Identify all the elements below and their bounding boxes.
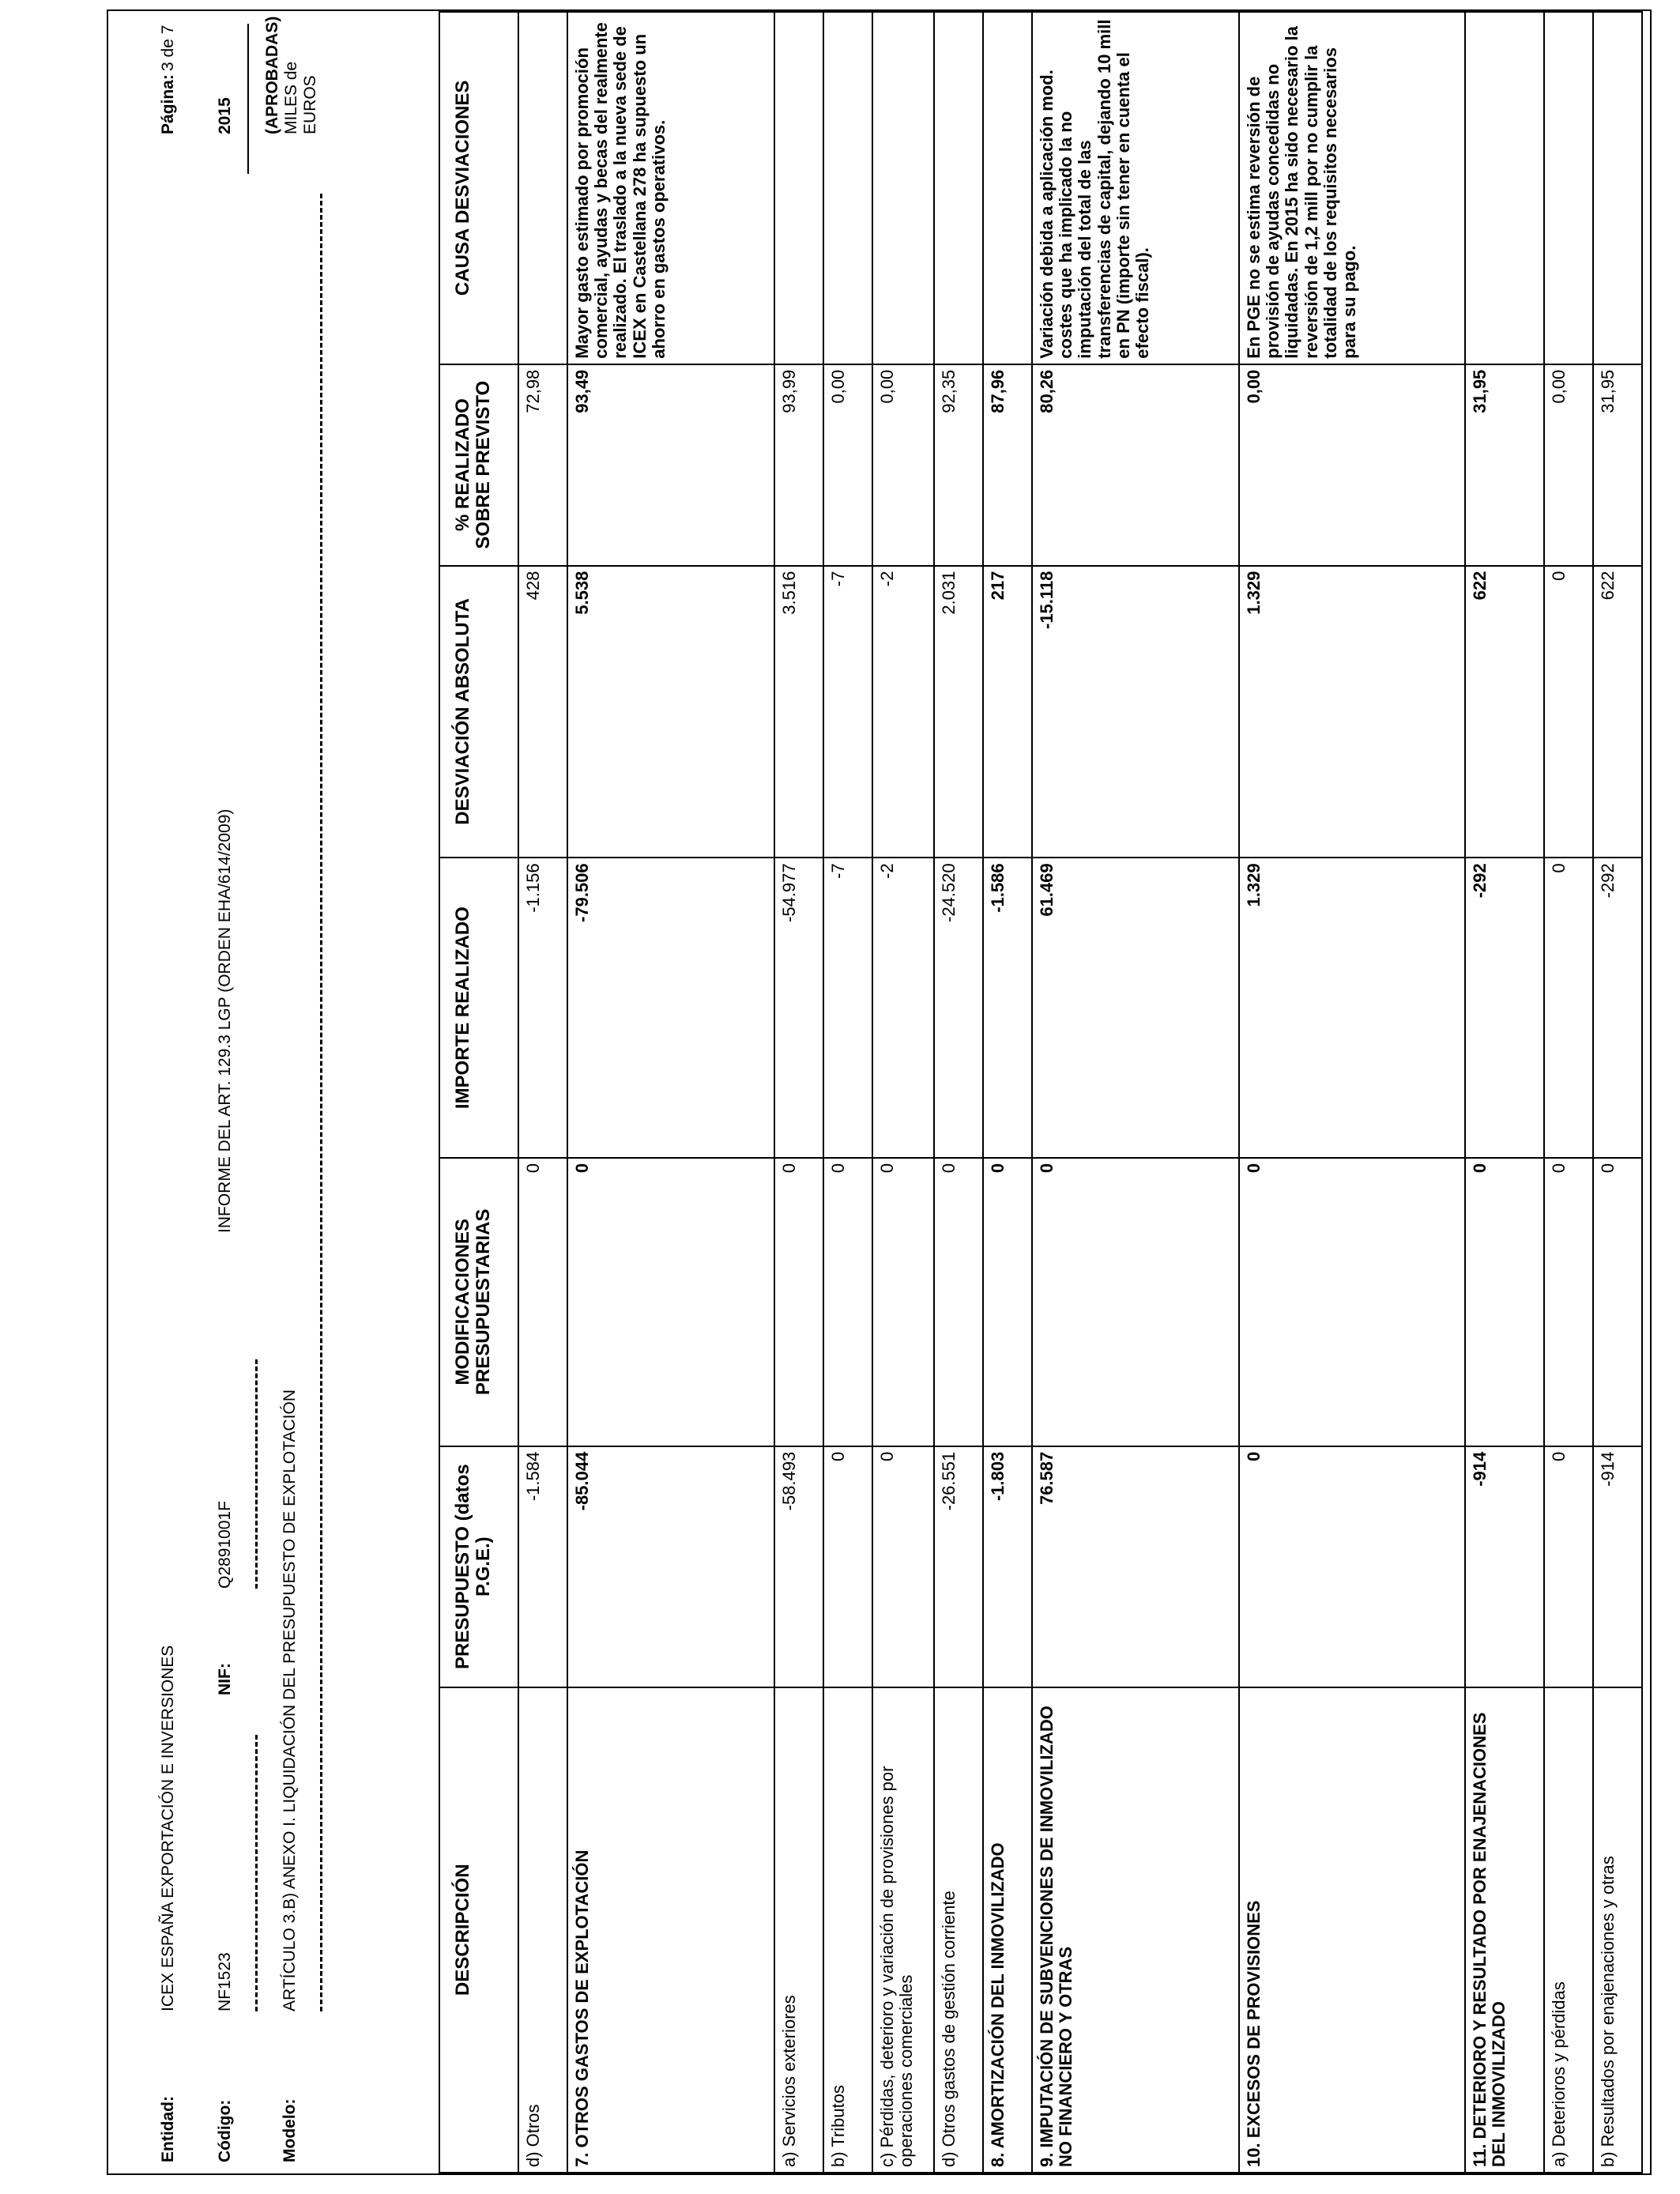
cell-descripcion: d) Otros gastos de gestión corriente	[934, 1687, 983, 2173]
cell-pct: 87,96	[983, 364, 1032, 566]
cell-importe: -292	[1593, 858, 1642, 1158]
cell-importe: -7	[823, 858, 872, 1158]
modelo-value: ARTÍCULO 3.B) ANEXO I. LIQUIDACIÓN DEL PRESUPUESTO DE EXPLOTACIÓN	[281, 1389, 299, 2011]
table-row	[1239, 12, 1465, 2173]
cell-modificaciones: 0	[1032, 1158, 1239, 1446]
cell-modificaciones: 0	[518, 1158, 567, 1446]
col-header-descripcion: DESCRIPCIÓN	[439, 1687, 518, 2173]
cell-modificaciones: 0	[774, 1158, 823, 1446]
cell-importe: -2	[872, 858, 934, 1158]
units: MILES de EUROS	[282, 61, 319, 134]
entidad-label: Entidad:	[159, 2096, 177, 2162]
pagina-value: 3 de 7	[159, 25, 177, 71]
cell-causa	[1465, 12, 1544, 364]
col-header-pct: % REALIZADO SOBRE PREVISTO	[439, 364, 518, 566]
cell-causa	[823, 12, 872, 364]
cell-modificaciones: 0	[1239, 1158, 1465, 1446]
cell-importe: -1.156	[518, 858, 567, 1158]
entidad-value: ICEX ESPAÑA EXPORTACIÓN E INVERSIONES	[159, 1645, 177, 2011]
cell-desviacion: 2.031	[934, 566, 983, 858]
cell-pct: 92,35	[934, 364, 983, 566]
cell-causa	[934, 12, 983, 364]
cell-modificaciones: 0	[1544, 1158, 1593, 1446]
cell-pct: 31,95	[1593, 364, 1642, 566]
nif-underline	[255, 1359, 258, 1589]
cell-presupuesto: -26.551	[934, 1446, 983, 1687]
cell-descripcion: 8. AMORTIZACIÓN DEL INMOVILIZADO	[983, 1687, 1032, 2173]
codigo-label: Código:	[216, 2099, 234, 2162]
cell-desviacion: 1.329	[1239, 566, 1465, 858]
nif-label: NIF:	[216, 1663, 234, 1695]
nif-value: Q2891001F	[216, 1501, 234, 1589]
cell-desviacion: 428	[518, 566, 567, 858]
col-header-presupuesto: PRESUPUESTO (datos P.G.E.)	[439, 1446, 518, 1687]
col-header-importe: IMPORTE REALIZADO	[439, 858, 518, 1158]
cell-causa: Mayor gasto estimado por promoción comercial, ayudas y becas del realmente realizado. El traslado a la nueva sede de ICEX en Castellana 278 ha supuesto un ahorro en gastos operativos.	[567, 12, 774, 364]
status: (APROBADAS)	[263, 16, 281, 134]
cell-presupuesto: 0	[872, 1446, 934, 1687]
cell-descripcion: d) Otros	[518, 1687, 567, 2173]
cell-importe: -79.506	[567, 858, 774, 1158]
table-row	[1544, 12, 1593, 2173]
cell-presupuesto: 0	[1239, 1446, 1465, 1687]
cell-causa	[983, 12, 1032, 364]
cell-desviacion: 622	[1465, 566, 1544, 858]
cell-modificaciones: 0	[872, 1158, 934, 1446]
cell-desviacion: -7	[823, 566, 872, 858]
cell-causa: Variación debida a aplicación mod. costes que ha implicado la no imputación del total de las transferencias de capital, dejando 10 mill en PN (importe sin tener en cuenta el efecto fiscal).	[1032, 12, 1239, 364]
cell-presupuesto: -1.584	[518, 1446, 567, 1687]
table-row	[567, 12, 774, 2173]
table-row	[1465, 12, 1544, 2173]
cell-pct: 0,00	[1544, 364, 1593, 566]
table-row	[1032, 12, 1239, 2173]
cell-causa	[774, 12, 823, 364]
table-row	[823, 12, 872, 2173]
cell-modificaciones: 0	[934, 1158, 983, 1446]
cell-causa	[1593, 12, 1642, 364]
cell-pct: 31,95	[1465, 364, 1544, 566]
cell-descripcion: b) Tributos	[823, 1687, 872, 2173]
cell-descripcion: a) Servicios exteriores	[774, 1687, 823, 2173]
col-header-desviacion: DESVIACIÓN ABSOLUTA	[439, 566, 518, 858]
cell-descripcion: a) Deterioros y pérdidas	[1544, 1687, 1593, 2173]
cell-presupuesto: -1.803	[983, 1446, 1032, 1687]
cell-desviacion: 3.516	[774, 566, 823, 858]
cell-modificaciones: 0	[1465, 1158, 1544, 1446]
cell-desviacion: 0	[1544, 566, 1593, 858]
cell-causa	[872, 12, 934, 364]
modelo-label: Modelo:	[281, 2098, 299, 2162]
table-row	[934, 12, 983, 2173]
cell-pct: 0,00	[872, 364, 934, 566]
modelo-underline	[320, 194, 322, 2011]
budget-table	[439, 11, 1643, 2173]
cell-pct: 93,99	[774, 364, 823, 566]
cell-descripcion: c) Pérdidas, deterioro y variación de provisiones por operaciones comerciales	[872, 1687, 934, 2173]
cell-pct: 93,49	[567, 364, 774, 566]
table-row	[518, 12, 567, 2173]
header-rule	[247, 24, 249, 174]
cell-desviacion: 622	[1593, 566, 1642, 858]
cell-presupuesto: -914	[1593, 1446, 1642, 1687]
cell-pct: 72,98	[518, 364, 567, 566]
year: 2015	[216, 97, 234, 134]
cell-importe: 61.469	[1032, 858, 1239, 1158]
codigo-value: NF1523	[216, 1952, 234, 2011]
cell-modificaciones: 0	[567, 1158, 774, 1446]
pagina-label: Página:	[159, 74, 177, 134]
table-row	[774, 12, 823, 2173]
cell-importe: -1.586	[983, 858, 1032, 1158]
cell-modificaciones: 0	[1593, 1158, 1642, 1446]
col-header-modificaciones: MODIFICACIONES PRESUPUESTARIAS	[439, 1158, 518, 1446]
cell-modificaciones: 0	[983, 1158, 1032, 1446]
table-row	[872, 12, 934, 2173]
cell-desviacion: -2	[872, 566, 934, 858]
table-row	[983, 12, 1032, 2173]
cell-descripcion: 11. DETERIORO Y RESULTADO POR ENAJENACIONES DEL INMOVILIZADO	[1465, 1687, 1544, 2173]
cell-causa	[518, 12, 567, 364]
cell-importe: 1.329	[1239, 858, 1465, 1158]
cell-presupuesto: 0	[1544, 1446, 1593, 1687]
codigo-underline	[255, 1735, 258, 2011]
cell-pct: 0,00	[1239, 364, 1465, 566]
cell-presupuesto: -85.044	[567, 1446, 774, 1687]
cell-importe: -54.977	[774, 858, 823, 1158]
cell-modificaciones: 0	[823, 1158, 872, 1446]
cell-presupuesto: 76.587	[1032, 1446, 1239, 1687]
cell-descripcion: 7. OTROS GASTOS DE EXPLOTACIÓN	[567, 1687, 774, 2173]
cell-presupuesto: -58.493	[774, 1446, 823, 1687]
cell-descripcion: 10. EXCESOS DE PROVISIONES	[1239, 1687, 1465, 2173]
cell-presupuesto: 0	[823, 1446, 872, 1687]
informe-title: INFORME DEL ART. 129.3 LGP (ORDEN EHA/614/2009)	[216, 809, 234, 1233]
cell-importe: -292	[1465, 858, 1544, 1158]
cell-importe: 0	[1544, 858, 1593, 1158]
cell-causa: En PGE no se estima reversión de provisión de ayudas concedidas no liquidadas. En 2015 ha sido necesario la reversión de 1,2 mill por no cumplir la totalidad de los requisitos necesarios para su pago.	[1239, 12, 1465, 364]
table-row	[1593, 12, 1642, 2173]
cell-pct: 0,00	[823, 364, 872, 566]
cell-importe: -24.520	[934, 858, 983, 1158]
table-header-row	[439, 12, 518, 2173]
page-frame	[107, 9, 1652, 2175]
cell-descripcion: 9. IMPUTACIÓN DE SUBVENCIONES DE INMOVILIZADO NO FINANCIERO Y OTRAS	[1032, 1687, 1239, 2173]
cell-descripcion: b) Resultados por enajenaciones y otras	[1593, 1687, 1642, 2173]
cell-causa	[1544, 12, 1593, 364]
cell-desviacion: -15.118	[1032, 566, 1239, 858]
cell-presupuesto: -914	[1465, 1446, 1544, 1687]
cell-desviacion: 217	[983, 566, 1032, 858]
cell-desviacion: 5.538	[567, 566, 774, 858]
cell-pct: 80,26	[1032, 364, 1239, 566]
col-header-causa: CAUSA DESVIACIONES	[439, 12, 518, 364]
rotated-report	[108, 11, 1650, 2173]
